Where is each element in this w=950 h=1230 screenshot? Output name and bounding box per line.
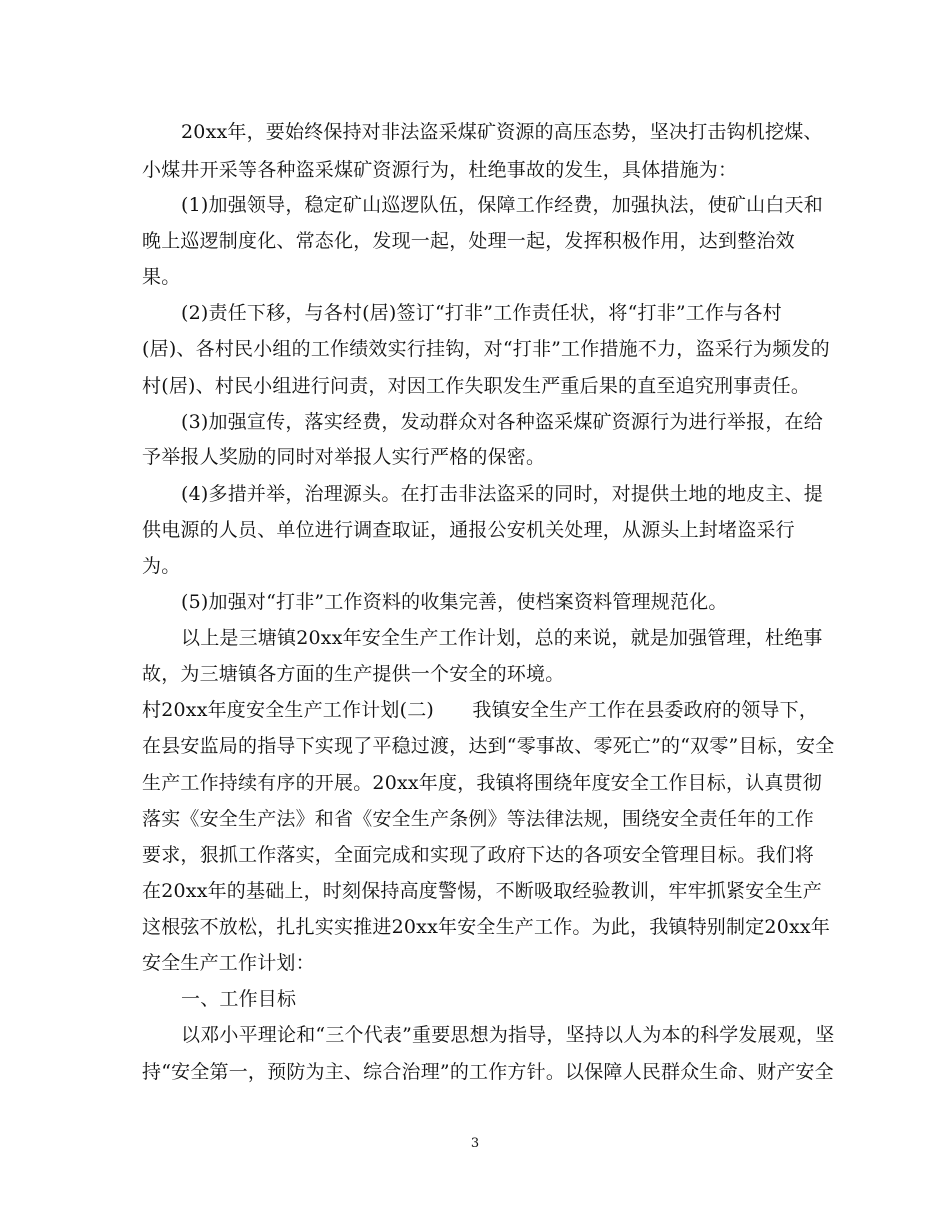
text-line: 持“安全第一，预防为主、综合治理”的工作方针。以保障人民群众生命、财产安全	[142, 1061, 834, 1083]
text-line: (4)多措并举，治理源头。在打击非法盗采的同时，对提供土地的地皮主、提	[181, 483, 823, 505]
text-line: 果。	[142, 266, 181, 288]
text-line: (居)、各村民小组的工作绩效实行挂钩，对“打非”工作措施不力，盗采行为频发的	[142, 338, 830, 360]
text-line: 村(居)、村民小组进行问责，对因工作失职发生严重后果的直至追究刑事责任。	[142, 375, 811, 397]
text-line: 安全生产工作计划：	[142, 952, 315, 974]
text-line: 以邓小平理论和“三个代表”重要思想为指导，坚持以人为本的科学发展观，坚	[181, 1024, 835, 1046]
text-line: 小煤井开采等各种盗采煤矿资源行为，杜绝事故的发生，具体措施为：	[142, 159, 738, 181]
text-line: 在县安监局的指导下实现了平稳过渡，达到“零事故、零死亡”的“双零”目标，安全	[142, 735, 835, 757]
text-line: 供电源的人员、单位进行调查取证，通报公安机关处理，从源头上封堵盗采行	[142, 519, 795, 541]
text-line: 以上是三塘镇20xx年安全生产工作计划，总的来说，就是加强管理，杜绝事	[181, 627, 823, 649]
text-line: 晚上巡逻制度化、常态化，发现一起，处理一起，发挥积极作用，达到整治效	[142, 230, 795, 252]
text-line: 要求，狠抓工作落实，全面完成和实现了政府下达的各项安全管理目标。我们将	[142, 844, 815, 866]
text-line: 落实《安全生产法》和省《安全生产条例》等法律法规，围绕安全责任年的工作	[142, 808, 815, 830]
text-line: 村20xx年度安全生产工作计划(二) 我镇安全生产工作在县委政府的领导下，	[142, 699, 819, 721]
text-line: 故，为三塘镇各方面的生产提供一个安全的环境。	[142, 663, 565, 685]
text-line: (1)加强领导，稳定矿山巡逻队伍，保障工作经费，加强执法，使矿山白天和	[181, 194, 823, 216]
text-line: (5)加强对“打非”工作资料的收集完善，使档案资料管理规范化。	[181, 591, 728, 613]
text-line: 这根弦不放松，扎扎实实推进20xx年安全生产工作。为此，我镇特别制定20xx年	[142, 916, 831, 938]
text-line: (3)加强宣传，落实经费，发动群众对各种盗采煤矿资源行为进行举报，在给	[181, 411, 823, 433]
text-line: (2)责任下移，与各村(居)签订“打非”工作责任状，将“打非”工作与各村	[181, 302, 782, 324]
text-line: 20xx年，要始终保持对非法盗采煤矿资源的高压态势，坚决打击钩机挖煤、	[181, 121, 823, 143]
text-line: 予举报人奖励的同时对举报人实行严格的保密。	[142, 446, 546, 468]
text-line: 生产工作持续有序的开展。20xx年度，我镇将围绕年度安全工作目标，认真贯彻	[142, 772, 823, 794]
text-line: 在20xx年的基础上，时刻保持高度警惕，不断吸取经验教训，牢牢抓紧安全生产	[142, 880, 823, 902]
section-heading: 一、工作目标	[181, 988, 297, 1010]
page-number: 3	[470, 1136, 480, 1151]
text-line: 为。	[142, 555, 181, 577]
